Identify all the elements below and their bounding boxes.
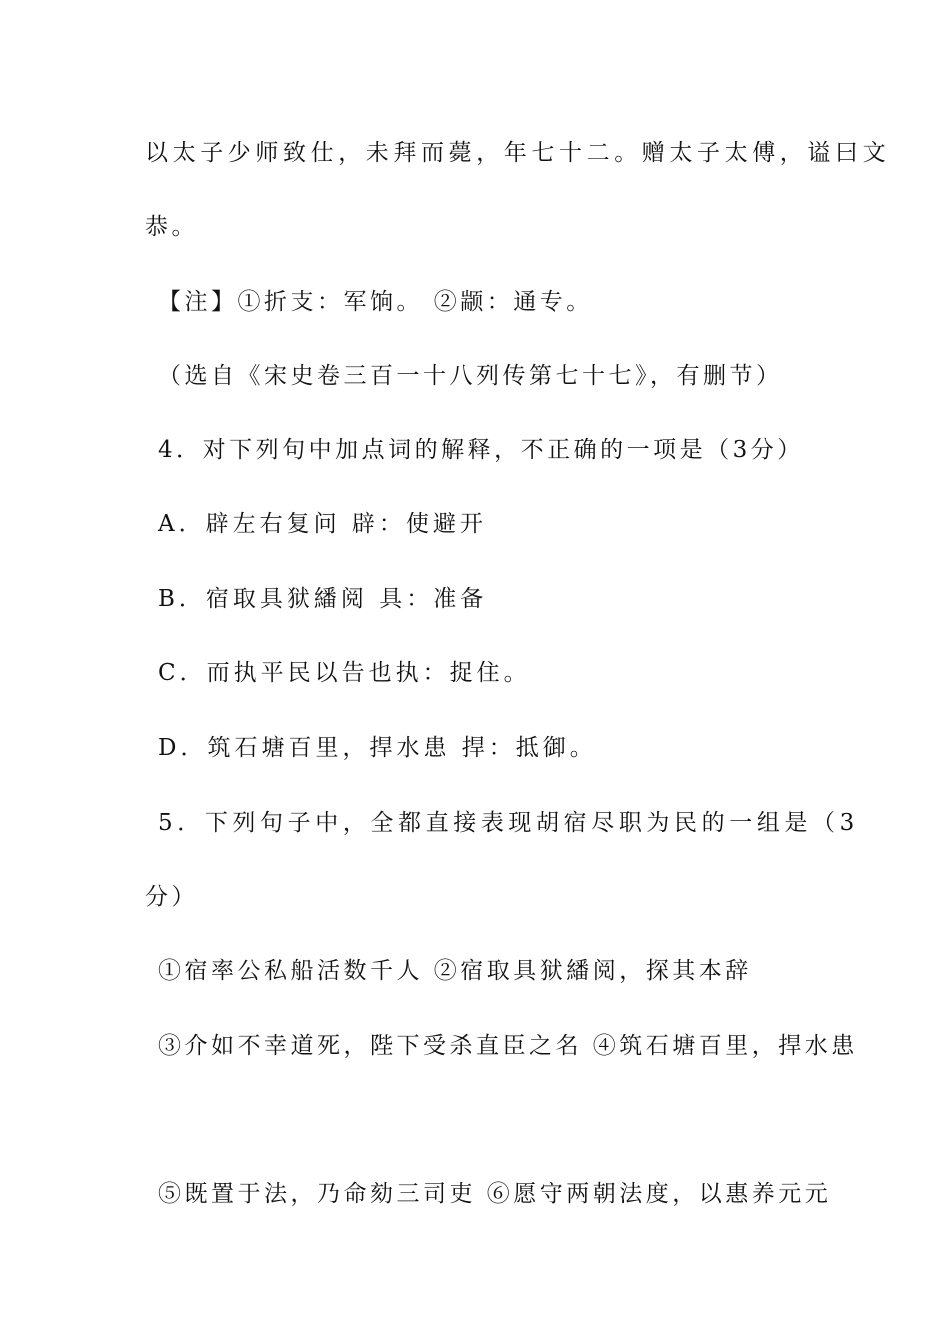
annotation-note: 【注】①折支：军饷。 ②颛：通专。: [158, 289, 593, 315]
question-4-option-b: B．宿取具狱繙阅 具：准备: [158, 586, 488, 612]
passage-line-1: 以太子少师致仕，未拜而薨，年七十二。赠太子太傅，谥曰文: [145, 140, 891, 166]
question-5-item-row-2: ③介如不幸道死，陛下受杀直臣之名 ④筑石塘百里，捍水患: [158, 1033, 858, 1059]
question-5-stem-line-1: 5．下列句子中，全都直接表现胡宿尽职为民的一组是（3: [158, 810, 859, 836]
question-5-stem-line-2: 分）: [145, 884, 198, 910]
question-5-item-row-1: ①宿率公私船活数千人 ②宿取具狱繙阅，探其本辞: [158, 958, 752, 984]
question-4-option-c: C．而执平民以告也执：捉住。: [158, 660, 531, 686]
source-citation: （选自《宋史卷三百一十八列传第七十七》，有删节）: [158, 363, 783, 389]
question-4-option-a: A．辟左右复问 辟：使避开: [158, 511, 487, 537]
passage-line-2: 恭。: [145, 214, 198, 240]
question-4-stem: 4．对下列句中加点词的解释，不正确的一项是（3分）: [158, 437, 804, 463]
question-5-item-row-3: ⑤既置于法，乃命劾三司吏 ⑥愿守两朝法度，以惠养元元: [158, 1181, 832, 1207]
question-4-option-d: D．筑石塘百里，捍水患 捍：抵御。: [158, 735, 597, 761]
